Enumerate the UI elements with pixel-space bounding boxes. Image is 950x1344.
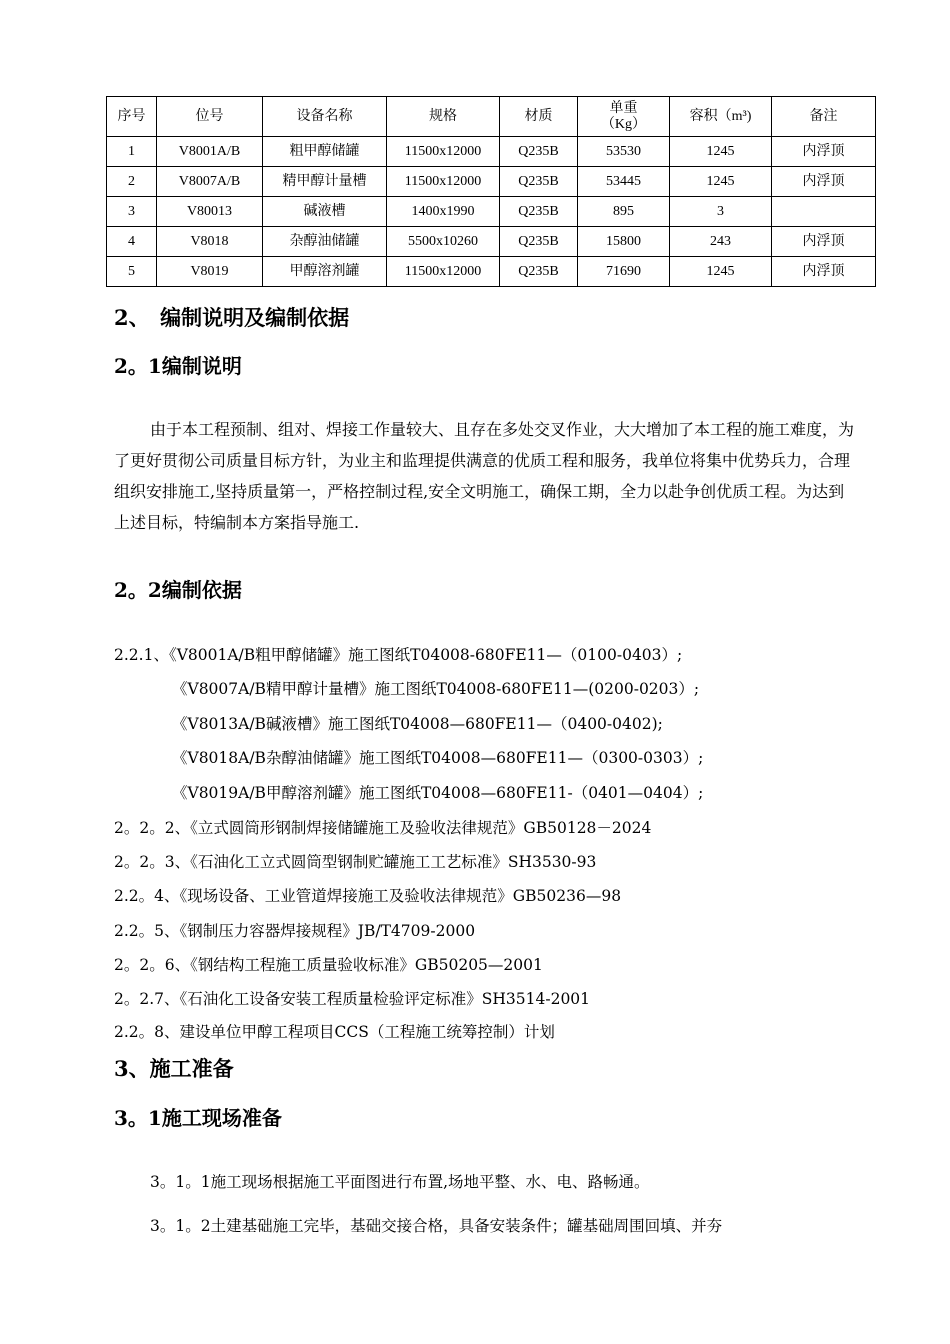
- section-heading-2: 2、 编制说明及编制依据: [114, 305, 350, 330]
- table-cell: [772, 197, 876, 227]
- table-row: [107, 137, 876, 167]
- table-cell: 5500x10260: [387, 227, 500, 257]
- table-cell: 1: [107, 137, 157, 167]
- section-heading-2-1: 2。1编制说明: [114, 354, 242, 378]
- basis-item: 2。2。2、《立式圆筒形钢制焊接储罐施工及验收法律规范》GB50128－2024: [114, 819, 652, 837]
- header-cell: 设备名称: [263, 97, 387, 137]
- table-cell: Q235B: [500, 137, 578, 167]
- table-cell: 内浮顶: [772, 137, 876, 167]
- table-cell: 碱液槽: [263, 197, 387, 227]
- basis-item: 2.2.1、《V8001A/B粗甲醇储罐》施工图纸T04008-680FE11—（0100-0403）;: [114, 646, 683, 664]
- basis-item: 2。2。6、《钢结构工程施工质量验收标准》GB50205—2001: [114, 956, 543, 974]
- basis-item: 2。2.7、《石油化工设备安装工程质量检验评定标准》SH3514-2001: [114, 990, 591, 1008]
- table-cell: 243: [670, 227, 772, 257]
- table-cell: 3: [107, 197, 157, 227]
- table-cell: 2: [107, 167, 157, 197]
- table-cell: 精甲醇计量槽: [263, 167, 387, 197]
- table-cell: 1245: [670, 257, 772, 287]
- table-cell: 5: [107, 257, 157, 287]
- basis-item: 《V8018A/B杂醇油储罐》施工图纸T04008—680FE11—（0300-0303）;: [172, 749, 704, 767]
- header-cell: 材质: [500, 97, 578, 137]
- table-cell: Q235B: [500, 257, 578, 287]
- basis-item: 《V8019A/B甲醇溶剂罐》施工图纸T04008—680FE11-（0401—0404）;: [172, 784, 704, 802]
- table-cell: 11500x12000: [387, 167, 500, 197]
- table-cell: 1400x1990: [387, 197, 500, 227]
- equipment-table: [106, 96, 876, 287]
- table-row: [107, 257, 876, 287]
- header-cell: 备注: [772, 97, 876, 137]
- table-cell: Q235B: [500, 227, 578, 257]
- table-cell: 杂醇油储罐: [263, 227, 387, 257]
- table-cell: V8001A/B: [157, 137, 263, 167]
- table-cell: 4: [107, 227, 157, 257]
- header-cell: 规格: [387, 97, 500, 137]
- table-cell: V8019: [157, 257, 263, 287]
- section-heading-3: 3、施工准备: [114, 1056, 234, 1081]
- header-cell: 容积（m³): [670, 97, 772, 137]
- table-cell: 粗甲醇储罐: [263, 137, 387, 167]
- table-cell: 内浮顶: [772, 167, 876, 197]
- header-cell: 位号: [157, 97, 263, 137]
- table-cell: Q235B: [500, 167, 578, 197]
- site-prep-item: 3。1。2土建基础施工完毕，基础交接合格，具备安装条件；罐基础周围回填、并夯: [150, 1217, 723, 1235]
- basis-item: 2.2。4、《现场设备、工业管道焊接施工及验收法律规范》GB50236—98: [114, 887, 622, 905]
- table-cell: 11500x12000: [387, 257, 500, 287]
- header-cell: 单重 （Kg）: [578, 97, 670, 137]
- table-cell: 内浮顶: [772, 227, 876, 257]
- table-cell: V8007A/B: [157, 167, 263, 197]
- table-header-row: [107, 97, 876, 137]
- table-cell: 895: [578, 197, 670, 227]
- header-cell: 序号: [107, 97, 157, 137]
- basis-item: 2.2。5、《钢制压力容器焊接规程》JB/T4709-2000: [114, 922, 476, 940]
- table-row: [107, 167, 876, 197]
- table-cell: 71690: [578, 257, 670, 287]
- basis-item: 《V8007A/B精甲醇计量槽》施工图纸T04008-680FE11—(0200-0203）;: [172, 680, 700, 698]
- table-cell: 甲醇溶剂罐: [263, 257, 387, 287]
- table-cell: 53445: [578, 167, 670, 197]
- table-cell: 15800: [578, 227, 670, 257]
- table-cell: 1245: [670, 137, 772, 167]
- table-cell: 1245: [670, 167, 772, 197]
- section-heading-3-1: 3。1施工现场准备: [114, 1106, 282, 1130]
- site-prep-item: 3。1。1施工现场根据施工平面图进行布置,场地平整、水、电、路畅通。: [150, 1173, 650, 1191]
- table-cell: 内浮顶: [772, 257, 876, 287]
- table-cell: 11500x12000: [387, 137, 500, 167]
- table-cell: V8018: [157, 227, 263, 257]
- basis-item: 《V8013A/B碱液槽》施工图纸T04008—680FE11—（0400-0402);: [172, 715, 663, 733]
- table-cell: 53530: [578, 137, 670, 167]
- paragraph-compilation-notes: 由于本工程预制、组对、焊接工作量较大、且存在多处交叉作业，大大增加了本工程的施工难度，为了更好贯彻公司质量目标方针，为业主和监理提供满意的优质工程和服务，我单位将集中优势兵力，合理组织安排施工,坚持质量第一，严格控制过程,安全文明施工，确保工期，全力以赴争创优质工程。为达到上述目标，特编制本方案指导施工.: [114, 420, 855, 532]
- table-cell: V80013: [157, 197, 263, 227]
- table-row: [107, 197, 876, 227]
- basis-item: 2.2。8、建设单位甲醇工程项目CCS（工程施工统筹控制）计划: [114, 1023, 555, 1041]
- table-cell: 3: [670, 197, 772, 227]
- section-heading-2-2: 2。2编制依据: [114, 578, 242, 602]
- table-cell: Q235B: [500, 197, 578, 227]
- table-row: [107, 227, 876, 257]
- basis-item: 2。2。3、《石油化工立式圆筒型钢制贮罐施工工艺标准》SH3530-93: [114, 853, 597, 871]
